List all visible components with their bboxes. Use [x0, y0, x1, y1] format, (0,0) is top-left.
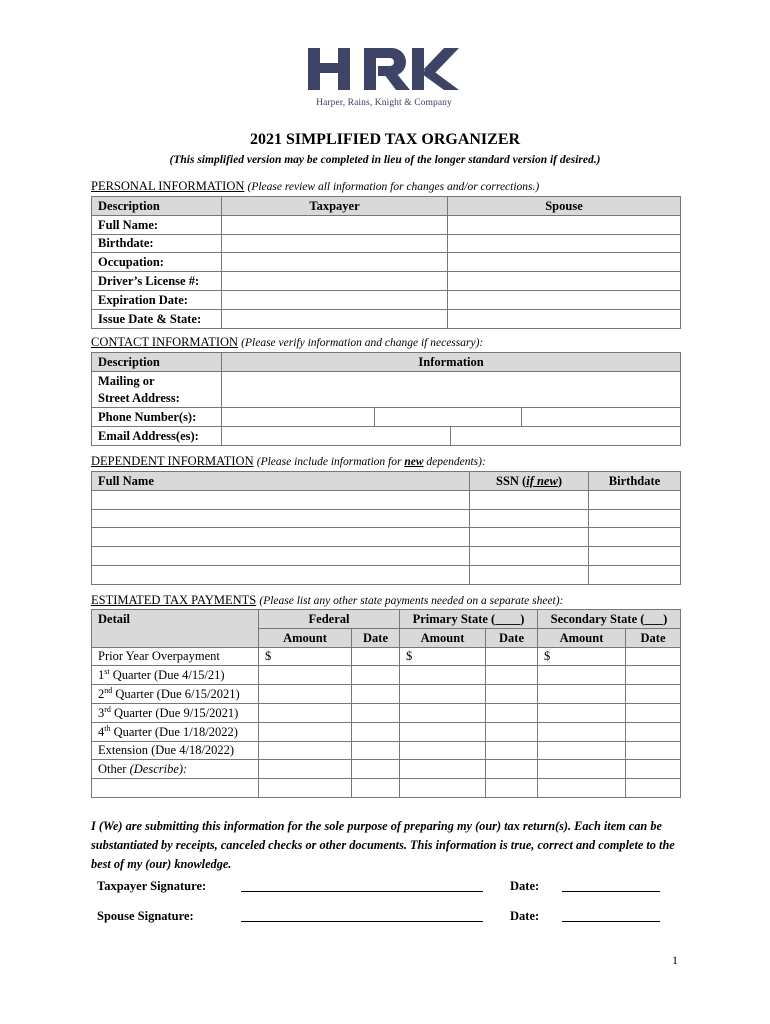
secondary-amount-field[interactable]	[538, 741, 626, 760]
header-spouse: Spouse	[448, 197, 681, 216]
taxpayer-signature-line[interactable]	[241, 891, 483, 892]
secondary-amount-field[interactable]	[538, 647, 626, 666]
table-row	[92, 490, 681, 509]
hrk-logo-mark	[306, 44, 462, 92]
label-mailing: Mailing or	[92, 371, 222, 389]
phone-field-2[interactable]	[375, 408, 522, 427]
contact-heading: CONTACT INFORMATION	[91, 335, 239, 349]
dependent-birthdate-field[interactable]	[589, 565, 681, 584]
label-birthdate: Birthdate:	[92, 234, 222, 253]
header-description: Description	[92, 197, 222, 216]
secondary-date-field[interactable]	[626, 760, 681, 779]
table-row	[92, 779, 681, 798]
federal-amount-field[interactable]	[259, 703, 352, 722]
header-primary-state: Primary State (____)	[400, 610, 538, 629]
taxpayer-full-name-field[interactable]	[222, 215, 448, 234]
secondary-amount-field[interactable]	[538, 703, 626, 722]
header-full-name: Full Name	[92, 472, 470, 491]
primary-date-field[interactable]	[486, 647, 538, 666]
header-detail: Detail	[92, 610, 259, 629]
header-secondary-state: Secondary State (___)	[538, 610, 681, 629]
table-row	[92, 509, 681, 528]
table-row	[92, 565, 681, 584]
federal-date-field[interactable]	[352, 647, 400, 666]
currency-symbol: $	[265, 649, 272, 664]
label-q4: 4th Quarter (Due 1/18/2022)	[92, 722, 259, 741]
page-subtitle: (This simplified version may be completed in lieu of the longer standard version if desired.)	[169, 154, 601, 166]
estimated-payments-table	[91, 609, 681, 798]
table-row	[92, 371, 681, 389]
table-row	[92, 703, 681, 722]
primary-date-field[interactable]	[486, 666, 538, 685]
taxpayer-signature-label: Taxpayer Signature:	[97, 879, 207, 893]
spouse-date-line[interactable]	[562, 921, 660, 922]
spouse-full-name-field[interactable]	[448, 215, 681, 234]
currency-symbol: $	[544, 649, 551, 664]
personal-note: (Please review all information for changes and/or corrections.)	[247, 181, 540, 193]
header-ssn: SSN (if new)	[470, 472, 589, 491]
email-field-1[interactable]	[222, 427, 451, 446]
primary-amount-field[interactable]	[400, 741, 486, 760]
federal-date-field[interactable]	[352, 685, 400, 704]
table-row	[92, 647, 681, 666]
header-federal-date: Date	[352, 628, 400, 647]
dependent-birthdate-field[interactable]	[589, 509, 681, 528]
email-field-2[interactable]	[451, 427, 681, 446]
federal-date-field[interactable]	[352, 741, 400, 760]
label-phone: Phone Number(s):	[92, 408, 222, 427]
primary-amount-field[interactable]	[400, 779, 486, 798]
federal-amount-field[interactable]	[259, 741, 352, 760]
taxpayer-date-label: Date:	[510, 879, 540, 893]
header-federal: Federal	[259, 610, 400, 629]
spouse-signature-label: Spouse Signature:	[97, 909, 194, 923]
secondary-amount-field[interactable]	[538, 666, 626, 685]
primary-amount-field[interactable]	[400, 703, 486, 722]
header-description: Description	[92, 353, 222, 372]
label-prior-year: Prior Year Overpayment	[92, 647, 259, 666]
spouse-occupation-field[interactable]	[448, 253, 681, 272]
label-extension: Extension (Due 4/18/2022)	[92, 741, 259, 760]
table-row	[92, 272, 681, 291]
table-row	[92, 547, 681, 566]
taxpayer-license-field[interactable]	[222, 272, 448, 291]
label-drivers-license: Driver’s License #:	[92, 272, 222, 291]
header-birthdate: Birthdate	[589, 472, 681, 491]
federal-date-field[interactable]	[352, 760, 400, 779]
primary-date-field[interactable]	[486, 779, 538, 798]
label-q1: 1st Quarter (Due 4/15/21)	[92, 666, 259, 685]
currency-symbol: $	[406, 649, 413, 664]
label-email: Email Address(es):	[92, 427, 222, 446]
dependent-name-field[interactable]	[92, 509, 470, 528]
primary-amount-field[interactable]	[400, 647, 486, 666]
label-issue-date-state: Issue Date & State:	[92, 309, 222, 328]
other-description-field[interactable]	[92, 779, 259, 798]
dependent-name-field[interactable]	[92, 547, 470, 566]
spouse-signature-line[interactable]	[241, 921, 483, 922]
secondary-date-field[interactable]	[626, 703, 681, 722]
header-primary-amount: Amount	[400, 628, 486, 647]
label-q3: 3rd Quarter (Due 9/15/2021)	[92, 703, 259, 722]
secondary-date-field[interactable]	[626, 741, 681, 760]
primary-date-field[interactable]	[486, 722, 538, 741]
federal-amount-field[interactable]	[259, 666, 352, 685]
secondary-date-field[interactable]	[626, 666, 681, 685]
spouse-expiration-field[interactable]	[448, 290, 681, 309]
secondary-date-field[interactable]	[626, 779, 681, 798]
dependent-note-new: new	[404, 456, 424, 468]
header-secondary-date: Date	[626, 628, 681, 647]
header-secondary-amount: Amount	[538, 628, 626, 647]
federal-date-field[interactable]	[352, 722, 400, 741]
header-detail-cont	[92, 628, 259, 647]
table-row	[92, 215, 681, 234]
dependent-birthdate-field[interactable]	[589, 490, 681, 509]
dependent-ssn-field[interactable]	[470, 547, 589, 566]
spouse-date-label: Date:	[510, 909, 540, 923]
personal-info-table	[91, 196, 681, 329]
dependent-name-field[interactable]	[92, 490, 470, 509]
table-row	[92, 234, 681, 253]
dependent-birthdate-field[interactable]	[589, 547, 681, 566]
page-number: 1	[672, 953, 678, 967]
secondary-amount-field[interactable]	[538, 685, 626, 704]
phone-field-3[interactable]	[522, 408, 681, 427]
dependent-ssn-field[interactable]	[470, 528, 589, 547]
label-other: Other (Describe):	[92, 760, 259, 779]
federal-date-field[interactable]	[352, 703, 400, 722]
logo-subtitle: Harper, Rains, Knight & Company	[316, 98, 452, 108]
spouse-license-field[interactable]	[448, 272, 681, 291]
table-row	[92, 427, 681, 446]
spouse-issue-field[interactable]	[448, 309, 681, 328]
estimated-section-heading	[91, 593, 563, 608]
dependent-name-field[interactable]	[92, 528, 470, 547]
contact-section-heading	[91, 335, 483, 350]
table-row	[92, 722, 681, 741]
table-row	[92, 290, 681, 309]
federal-amount-field[interactable]	[259, 722, 352, 741]
federal-amount-field[interactable]	[259, 685, 352, 704]
secondary-amount-field[interactable]	[538, 722, 626, 741]
label-q2: 2nd Quarter (Due 6/15/2021)	[92, 685, 259, 704]
header-taxpayer: Taxpayer	[222, 197, 448, 216]
primary-amount-field[interactable]	[400, 685, 486, 704]
dependent-heading: DEPENDENT INFORMATION	[91, 454, 254, 468]
dependent-section-heading	[91, 454, 486, 469]
page-title: 2021 SIMPLIFIED TAX ORGANIZER	[249, 131, 521, 148]
secondary-date-field[interactable]	[626, 722, 681, 741]
taxpayer-issue-field[interactable]	[222, 309, 448, 328]
personal-heading: PERSONAL INFORMATION	[91, 179, 245, 193]
label-occupation: Occupation:	[92, 253, 222, 272]
taxpayer-expiration-field[interactable]	[222, 290, 448, 309]
taxpayer-birthdate-field[interactable]	[222, 234, 448, 253]
header-federal-amount: Amount	[259, 628, 352, 647]
header-information: Information	[222, 353, 681, 372]
taxpayer-date-line[interactable]	[562, 891, 660, 892]
certification-statement: I (We) are submitting this information for the sole purpose of preparing my (our) tax return(s). Each item can be substantiated by receipts, canceled checks or other documents. This information is true, correct and complete to the best of my (our) knowledge.	[91, 819, 675, 871]
primary-date-field[interactable]	[486, 685, 538, 704]
table-row	[92, 528, 681, 547]
phone-field-1[interactable]	[222, 408, 375, 427]
header-primary-date: Date	[486, 628, 538, 647]
primary-amount-field[interactable]	[400, 666, 486, 685]
dependent-ssn-field[interactable]	[470, 509, 589, 528]
personal-section-heading	[91, 179, 539, 194]
spouse-birthdate-field[interactable]	[448, 234, 681, 253]
secondary-date-field[interactable]	[626, 647, 681, 666]
dependent-name-field[interactable]	[92, 565, 470, 584]
secondary-amount-field[interactable]	[538, 779, 626, 798]
primary-amount-field[interactable]	[400, 722, 486, 741]
label-street-address: Street Address:	[92, 390, 222, 408]
label-expiration-date: Expiration Date:	[92, 290, 222, 309]
table-row	[92, 760, 681, 779]
dependent-ssn-field[interactable]	[470, 490, 589, 509]
federal-amount-field[interactable]	[259, 647, 352, 666]
primary-date-field[interactable]	[486, 760, 538, 779]
federal-date-field[interactable]	[352, 666, 400, 685]
table-row	[92, 253, 681, 272]
federal-amount-field[interactable]	[259, 760, 352, 779]
dependent-info-table	[91, 471, 681, 585]
mailing-address-field[interactable]	[222, 371, 681, 408]
table-row	[92, 309, 681, 328]
table-row	[92, 408, 681, 427]
primary-amount-field[interactable]	[400, 760, 486, 779]
secondary-date-field[interactable]	[626, 685, 681, 704]
contact-info-table	[91, 352, 681, 446]
table-row	[92, 666, 681, 685]
label-full-name: Full Name:	[92, 215, 222, 234]
primary-date-field[interactable]	[486, 703, 538, 722]
dependent-note-post: dependents):	[423, 456, 486, 468]
secondary-amount-field[interactable]	[538, 760, 626, 779]
dependent-note-pre: (Please include information for	[256, 456, 405, 468]
table-row	[92, 685, 681, 704]
dependent-ssn-field[interactable]	[470, 565, 589, 584]
taxpayer-occupation-field[interactable]	[222, 253, 448, 272]
table-row	[92, 741, 681, 760]
federal-amount-field[interactable]	[259, 779, 352, 798]
contact-note: (Please verify information and change if necessary):	[241, 337, 484, 349]
company-logo	[306, 44, 462, 114]
primary-date-field[interactable]	[486, 741, 538, 760]
estimated-note: (Please list any other state payments needed on a separate sheet):	[259, 595, 564, 607]
federal-date-field[interactable]	[352, 779, 400, 798]
estimated-heading: ESTIMATED TAX PAYMENTS	[91, 593, 257, 607]
dependent-birthdate-field[interactable]	[589, 528, 681, 547]
